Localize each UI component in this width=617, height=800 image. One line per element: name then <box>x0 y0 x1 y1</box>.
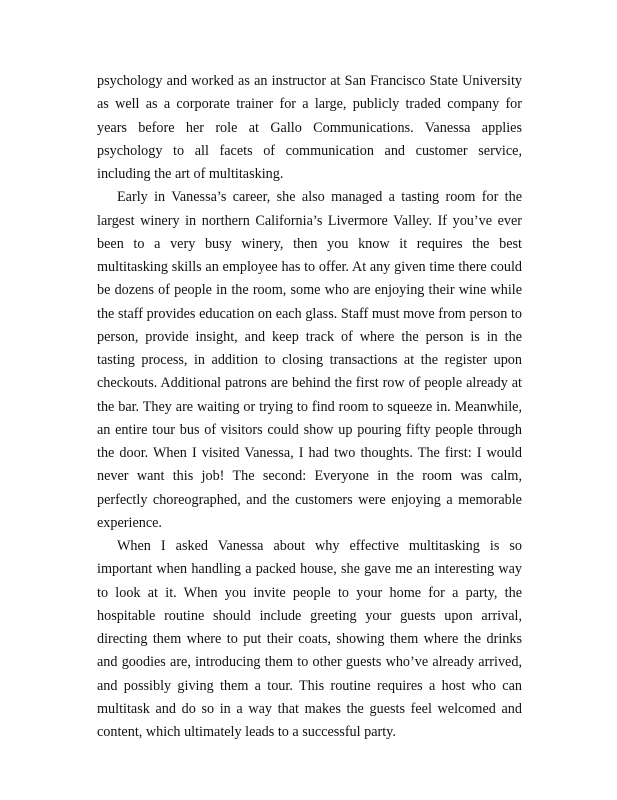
body-text <box>97 70 522 744</box>
paragraph-1: psychology and worked as an instructor at San Francisco State University as well as a corporate trainer for a large, publicly traded company for years before her role at Gallo Communications. Vanessa applies psychology to all facets of communication and customer service, including the art of multitasking. <box>97 73 522 182</box>
paragraph-2: Early in Vanessa’s career, she also managed a tasting room for the largest winery in northern California’s Livermore Valley. If you’ve ever been to a very busy winery, then you know it requires the best multitasking skills an employee has to offer. At any given time there could be dozens of people in the room, some who are enjoying their wine while the staff provides education on each glass. Staff must move from person to person, provide insight, and keep track of where the person is in the tasting process, in addition to closing transactions at the register upon checkouts. Additional patrons are behind the first row of people already at the bar. They are waiting or trying to find room to squeeze in. Meanwhile, an entire tour bus of visitors could show up pouring fifty people through the door. When I visited Vanessa, I had two thoughts. The first: I would never want this job! The second: Everyone in the room was calm, perfectly choreographed, and the customers were enjoying a memorable experience. <box>97 189 522 531</box>
paragraph-3: When I asked Vanessa about why effective multitasking is so important when handling a packed house, she gave me an interesting way to look at it. When you invite people to your home for a party, the hospitable routine should include greeting your guests upon arrival, directing them where to put their coats, showing them where the drinks and goodies are, introducing them to other guests who’ve already arrived, and possibly giving them a tour. This routine requires a host who can multitask and do so in a way that makes the guests feel welcomed and content, which ultimately leads to a successful party. <box>97 538 522 740</box>
